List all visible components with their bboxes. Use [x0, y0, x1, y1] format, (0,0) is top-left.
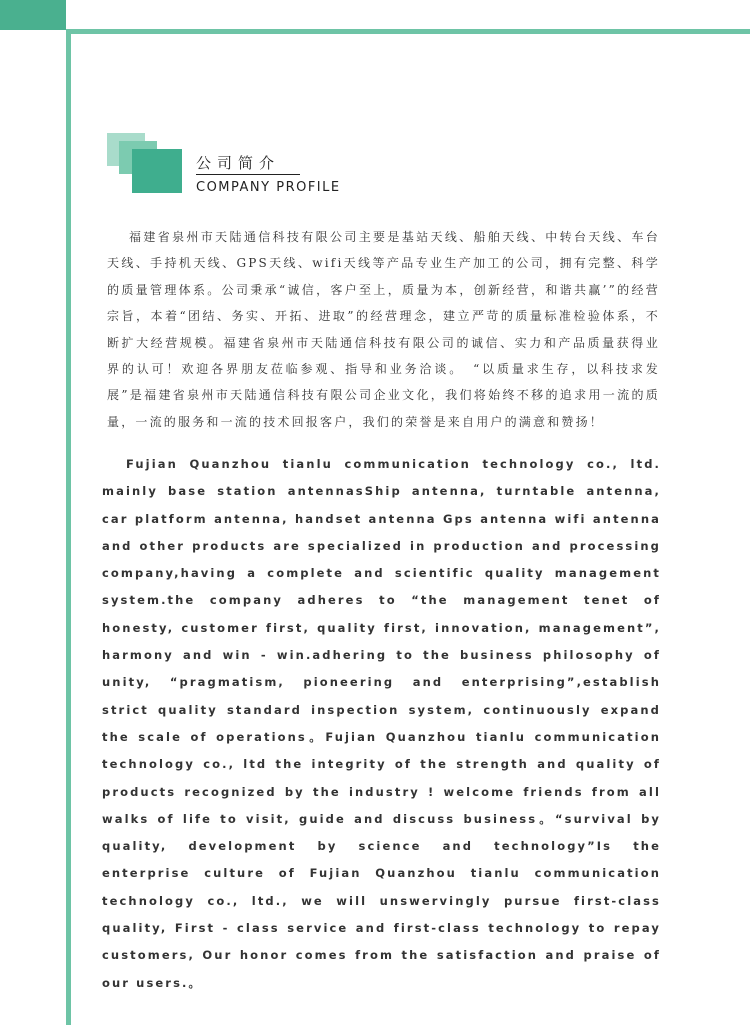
corner-block [0, 0, 66, 30]
section-title-en: COMPANY PROFILE [196, 180, 341, 195]
title-underline [196, 174, 300, 175]
profile-paragraph-cn: 福建省泉州市天陆通信科技有限公司主要是基站天线、船舶天线、中转台天线、车台天线、手持机天线、GPS天线、wifi天线等产品专业生产加工的公司，拥有完整、科学的质量管理体系。公司秉承“诚信，客户至上，质量为本，创新经营，和谐共赢’”的经营宗旨，本着“团结、务实、开拓、进取”的经营理念，建立严苛的质量标准检验体系，不断扩大经营规模。福建省泉州市天陆通信科技有限公司的诚信、实力和产品质量获得业界的认可！欢迎各界朋友莅临参观、指导和业务洽谈。 “以质量求生存，以科技求发展”是福建省泉州市天陆通信科技有限公司企业文化，我们将始终不移的追求用一流的质量，一流的服务和一流的技术回报客户，我们的荣誉是来自用户的满意和赞扬！ [107, 230, 660, 429]
left-border-line [66, 29, 71, 1025]
section-logo-squares [107, 133, 187, 198]
section-title-cn: 公司简介 [196, 154, 281, 172]
top-border-line [66, 29, 750, 34]
logo-square-dark [132, 149, 182, 193]
profile-paragraph-en: Fujian Quanzhou tianlu communication technology co., ltd. mainly base station antennasShip antenna, turntable antenna, car platform antenna, handset antenna Gps antenna wifi antenna and other products are specialized in production and processing company,having a complete and scientific quality management system.the company adheres to “the management tenet of honesty, customer first, quality first, innovation, management”, harmony and win - win.adhering to the business philosophy of unity, “pragmatism, pioneering and enterprising”,establish strict quality standard inspection system, continuously expand the scale of operations。Fujian Quanzhou tianlu communication technology co., ltd the integrity of the strength and quality of products recognized by the industry ! welcome friends from all walks of life to visit, guide and discuss business。“survival by quality, development by science and technology”Is the enterprise culture of Fujian Quanzhou tianlu communication technology co., ltd., we will unswervingly pursue first-class quality, First - class service and first-class technology to repay customers, Our honor comes from the satisfaction and praise of our users.。 [102, 457, 661, 990]
